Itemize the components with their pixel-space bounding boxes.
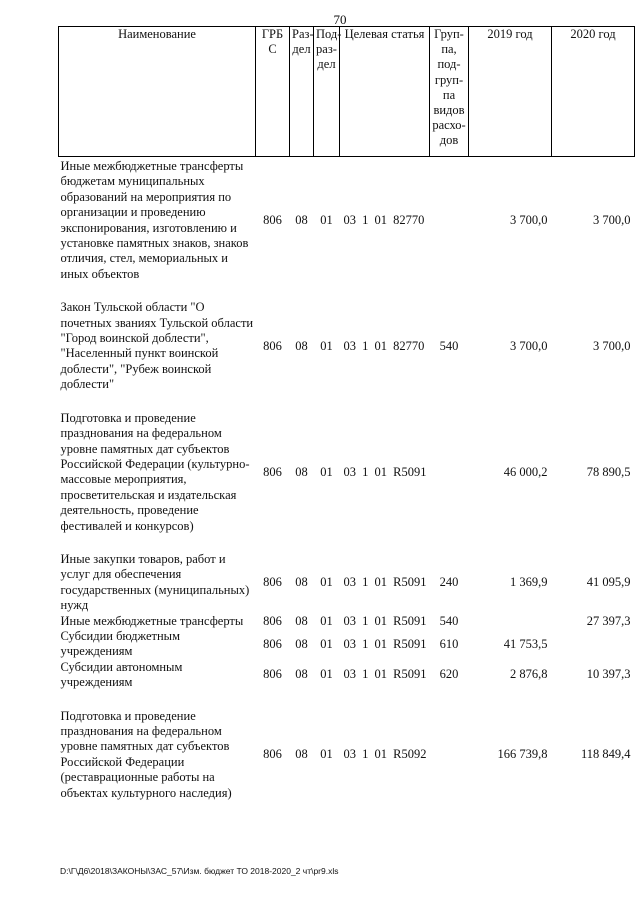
table-row: Иные межбюджетные трансферты бюджетам муниципальных образований на мероприятия по организации и проведению экспонирования, изготовлению и установке памятных знаков, знаков отличия, стел, мемориальных и иных объектов 806 08 01 03 1 01 82770 3 700,0 3 700,0 — [60, 159, 631, 281]
header-podrazdel: Под- раз- дел — [314, 27, 340, 157]
table-row: Субсидии автономным учреждениям 806 08 01 03 1 01 R5091 620 2 876,8 10 397,3 — [60, 659, 631, 690]
header-grbs: ГРБ С — [256, 27, 290, 157]
table-header — [59, 27, 635, 157]
table-row: Закон Тульской области "О почетных званиях Тульской области "Город воинской доблести", "Населенный пункт воинской доблести", "Рубеж воинской доблести" 806 08 01 03 1 01 82770 540 3 700,0 3 700,0 — [60, 300, 631, 392]
budget-table — [58, 26, 635, 801]
table-row: Иные межбюджетные трансферты 806 08 01 03 1 01 R5091 540 27 397,3 — [60, 613, 631, 628]
table-row: Подготовка и проведение празднования на федеральном уровне памятных дат субъектов Российской Федерации (культурно-массовые мероприятия, просветительская и издательская деятельность, проведение фестивалей и конкурсов) 806 08 01 03 1 01 R5091 46 000,2 78 890,5 — [60, 410, 631, 533]
header-target: Целевая статья — [340, 27, 430, 157]
page-number: 70 — [333, 12, 347, 27]
table-row: Субсидии бюджетным учреждениям 806 08 01 03 1 01 R5091 610 41 753,5 — [60, 628, 548, 659]
file-path-footer: D:\Г\Д6\2018\ЗАКОНЫ\ЗАС_57\Изм. бюджет ТО 2018-2020_2 чт\pr9.xls — [60, 866, 339, 876]
table-row: Подготовка и проведение празднования на федеральном уровне памятных дат субъектов Российской Федерации (реставрационные работы на объектах культурного наследия) 806 08 01 03 1 01 R5092 166 739,8 118 849,4 — [60, 708, 631, 800]
table-row: Иные закупки товаров, работ и услуг для обеспечения государственных (муниципальных) нужд 806 08 01 03 1 01 R5091 240 1 369,9 41 095,9 — [60, 551, 631, 613]
header-razdel: Раз- дел — [290, 27, 314, 157]
header-vid: Груп- па, под- груп- па видов расхо- дов — [430, 27, 469, 157]
header-2020: 2020 год — [552, 27, 635, 157]
header-2019: 2019 год — [469, 27, 552, 157]
header-name: Наименование — [59, 27, 256, 157]
